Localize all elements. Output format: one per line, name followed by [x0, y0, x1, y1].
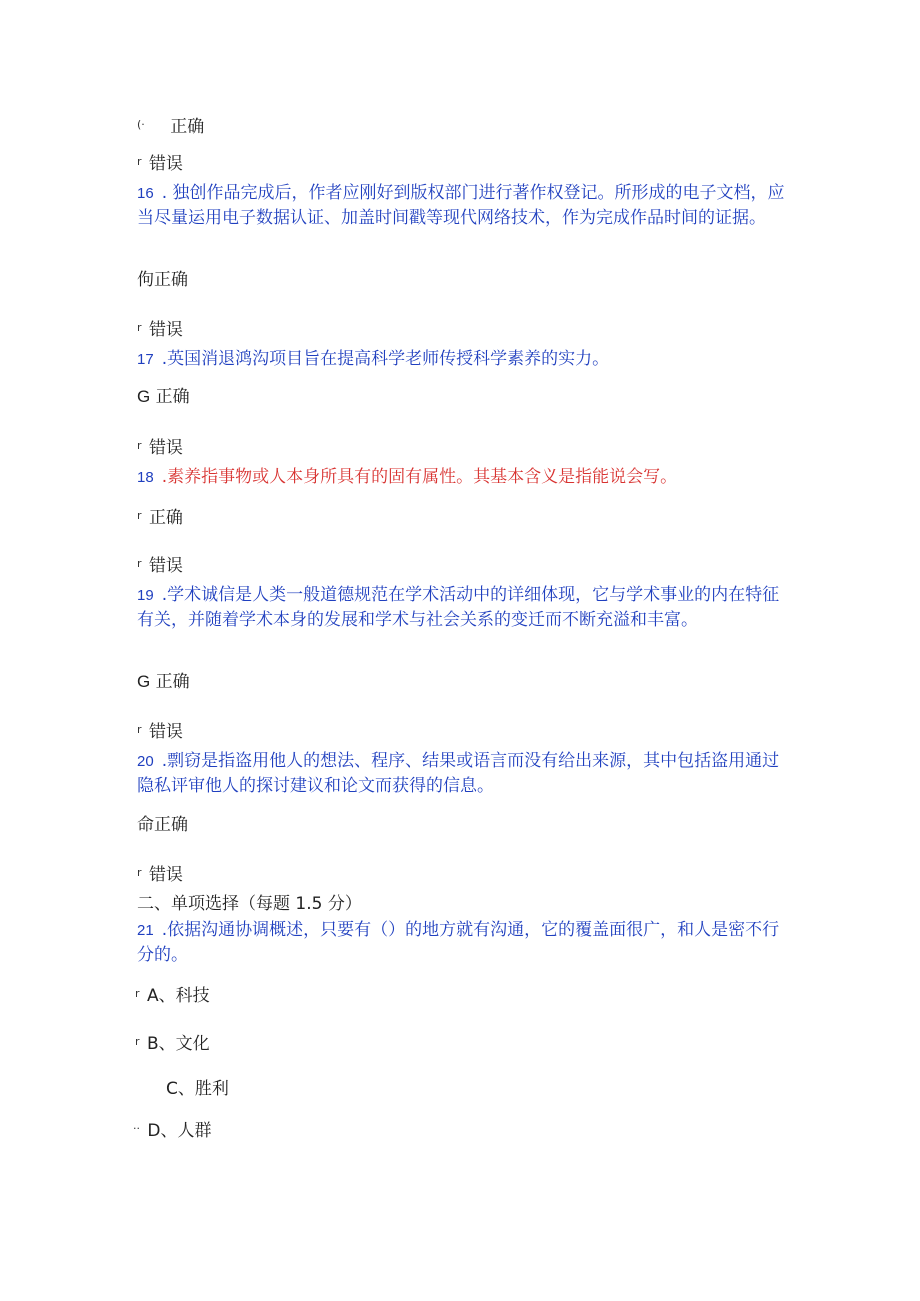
- radio-marker: G: [137, 387, 151, 406]
- radio-marker: G: [137, 672, 151, 691]
- option-wrong[interactable]: [137, 434, 183, 460]
- question-number: 19: [137, 587, 154, 604]
- option-wrong[interactable]: [137, 861, 183, 887]
- question-number: 17: [137, 351, 154, 368]
- option-wrong[interactable]: [137, 316, 183, 342]
- question-number: 21: [137, 922, 154, 939]
- option-correct[interactable]: [137, 670, 190, 694]
- option-label: 错误: [148, 722, 183, 742]
- question-18: [137, 465, 787, 490]
- choice-label: A、科技: [146, 986, 210, 1006]
- question-text: .素养指事物或人本身所具有的固有属性。其基本含义是指能说会写。: [161, 467, 678, 487]
- choice-a[interactable]: [135, 982, 210, 1008]
- question-text: .英国消退鸿沟项目旨在提高科学老师传授科学素养的实力。: [161, 349, 610, 369]
- option-wrong[interactable]: [137, 150, 183, 176]
- choice-c[interactable]: [166, 1077, 229, 1101]
- question-16: [137, 181, 787, 231]
- question-number: 20: [137, 753, 154, 770]
- option-correct[interactable]: [137, 504, 183, 530]
- choice-label: D、人群: [147, 1121, 212, 1141]
- question-text: .依据沟通协调概述，只要有（）的地方就有沟通，它的覆盖面很广，和人是密不行分的。: [137, 920, 780, 965]
- radio-marker: r: [137, 866, 142, 879]
- option-correct[interactable]: [137, 268, 188, 292]
- option-label: 错误: [148, 154, 183, 174]
- option-label: 命正确: [137, 815, 188, 835]
- option-label: 错误: [148, 865, 183, 885]
- option-label: 正确: [148, 508, 183, 528]
- question-text: .学术诚信是人类一般道德规范在学术活动中的详细体现，它与学术事业的内在特征有关，并随着学术本身的发展和学术与社会关系的变迁而不断充溢和丰富。: [137, 585, 780, 630]
- question-text: . 独创作品完成后，作者应刚好到版权部门进行著作权登记。所形成的电子文档，应当尽量运用电子数据认证、加盖时间戳等现代网络技术，作为完成作品时间的证据。: [137, 183, 785, 228]
- question-17: [137, 347, 787, 372]
- choice-d[interactable]: [133, 1117, 212, 1143]
- option-label: 错误: [148, 438, 183, 458]
- choice-b[interactable]: [135, 1030, 210, 1056]
- question-number: 18: [137, 469, 154, 486]
- radio-marker: r: [137, 321, 142, 334]
- question-20: [137, 749, 787, 799]
- radio-marker: (·: [137, 118, 145, 131]
- section-heading: 二、单项选择（每题 1.5 分）: [137, 894, 362, 914]
- question-number: 16: [137, 185, 154, 202]
- radio-marker: r: [137, 155, 142, 168]
- radio-marker: r: [135, 987, 140, 1000]
- option-label: 正确: [155, 387, 190, 407]
- option-correct[interactable]: [137, 113, 204, 139]
- option-label: 佝正确: [137, 270, 188, 290]
- option-wrong[interactable]: [137, 718, 183, 744]
- radio-marker: r: [137, 723, 142, 736]
- option-correct[interactable]: [137, 385, 190, 409]
- choice-label: C、胜利: [166, 1079, 229, 1099]
- radio-marker: r: [137, 439, 142, 452]
- radio-marker: r: [137, 557, 142, 570]
- choice-label: B、文化: [146, 1034, 210, 1054]
- question-19: [137, 583, 787, 633]
- option-wrong[interactable]: [137, 552, 183, 578]
- option-correct[interactable]: [137, 813, 188, 837]
- radio-marker: r: [135, 1035, 140, 1048]
- radio-marker: ··: [133, 1122, 140, 1135]
- radio-marker: r: [137, 509, 142, 522]
- option-label: 正确: [170, 117, 205, 137]
- option-label: 错误: [148, 320, 183, 340]
- option-label: 正确: [155, 672, 190, 692]
- option-label: 错误: [148, 556, 183, 576]
- question-text: .剽窃是指盗用他人的想法、程序、结果或语言而没有给出来源，其中包括盗用通过隐私评审他人的探讨建议和论文而获得的信息。: [137, 751, 780, 796]
- question-21: [137, 918, 787, 968]
